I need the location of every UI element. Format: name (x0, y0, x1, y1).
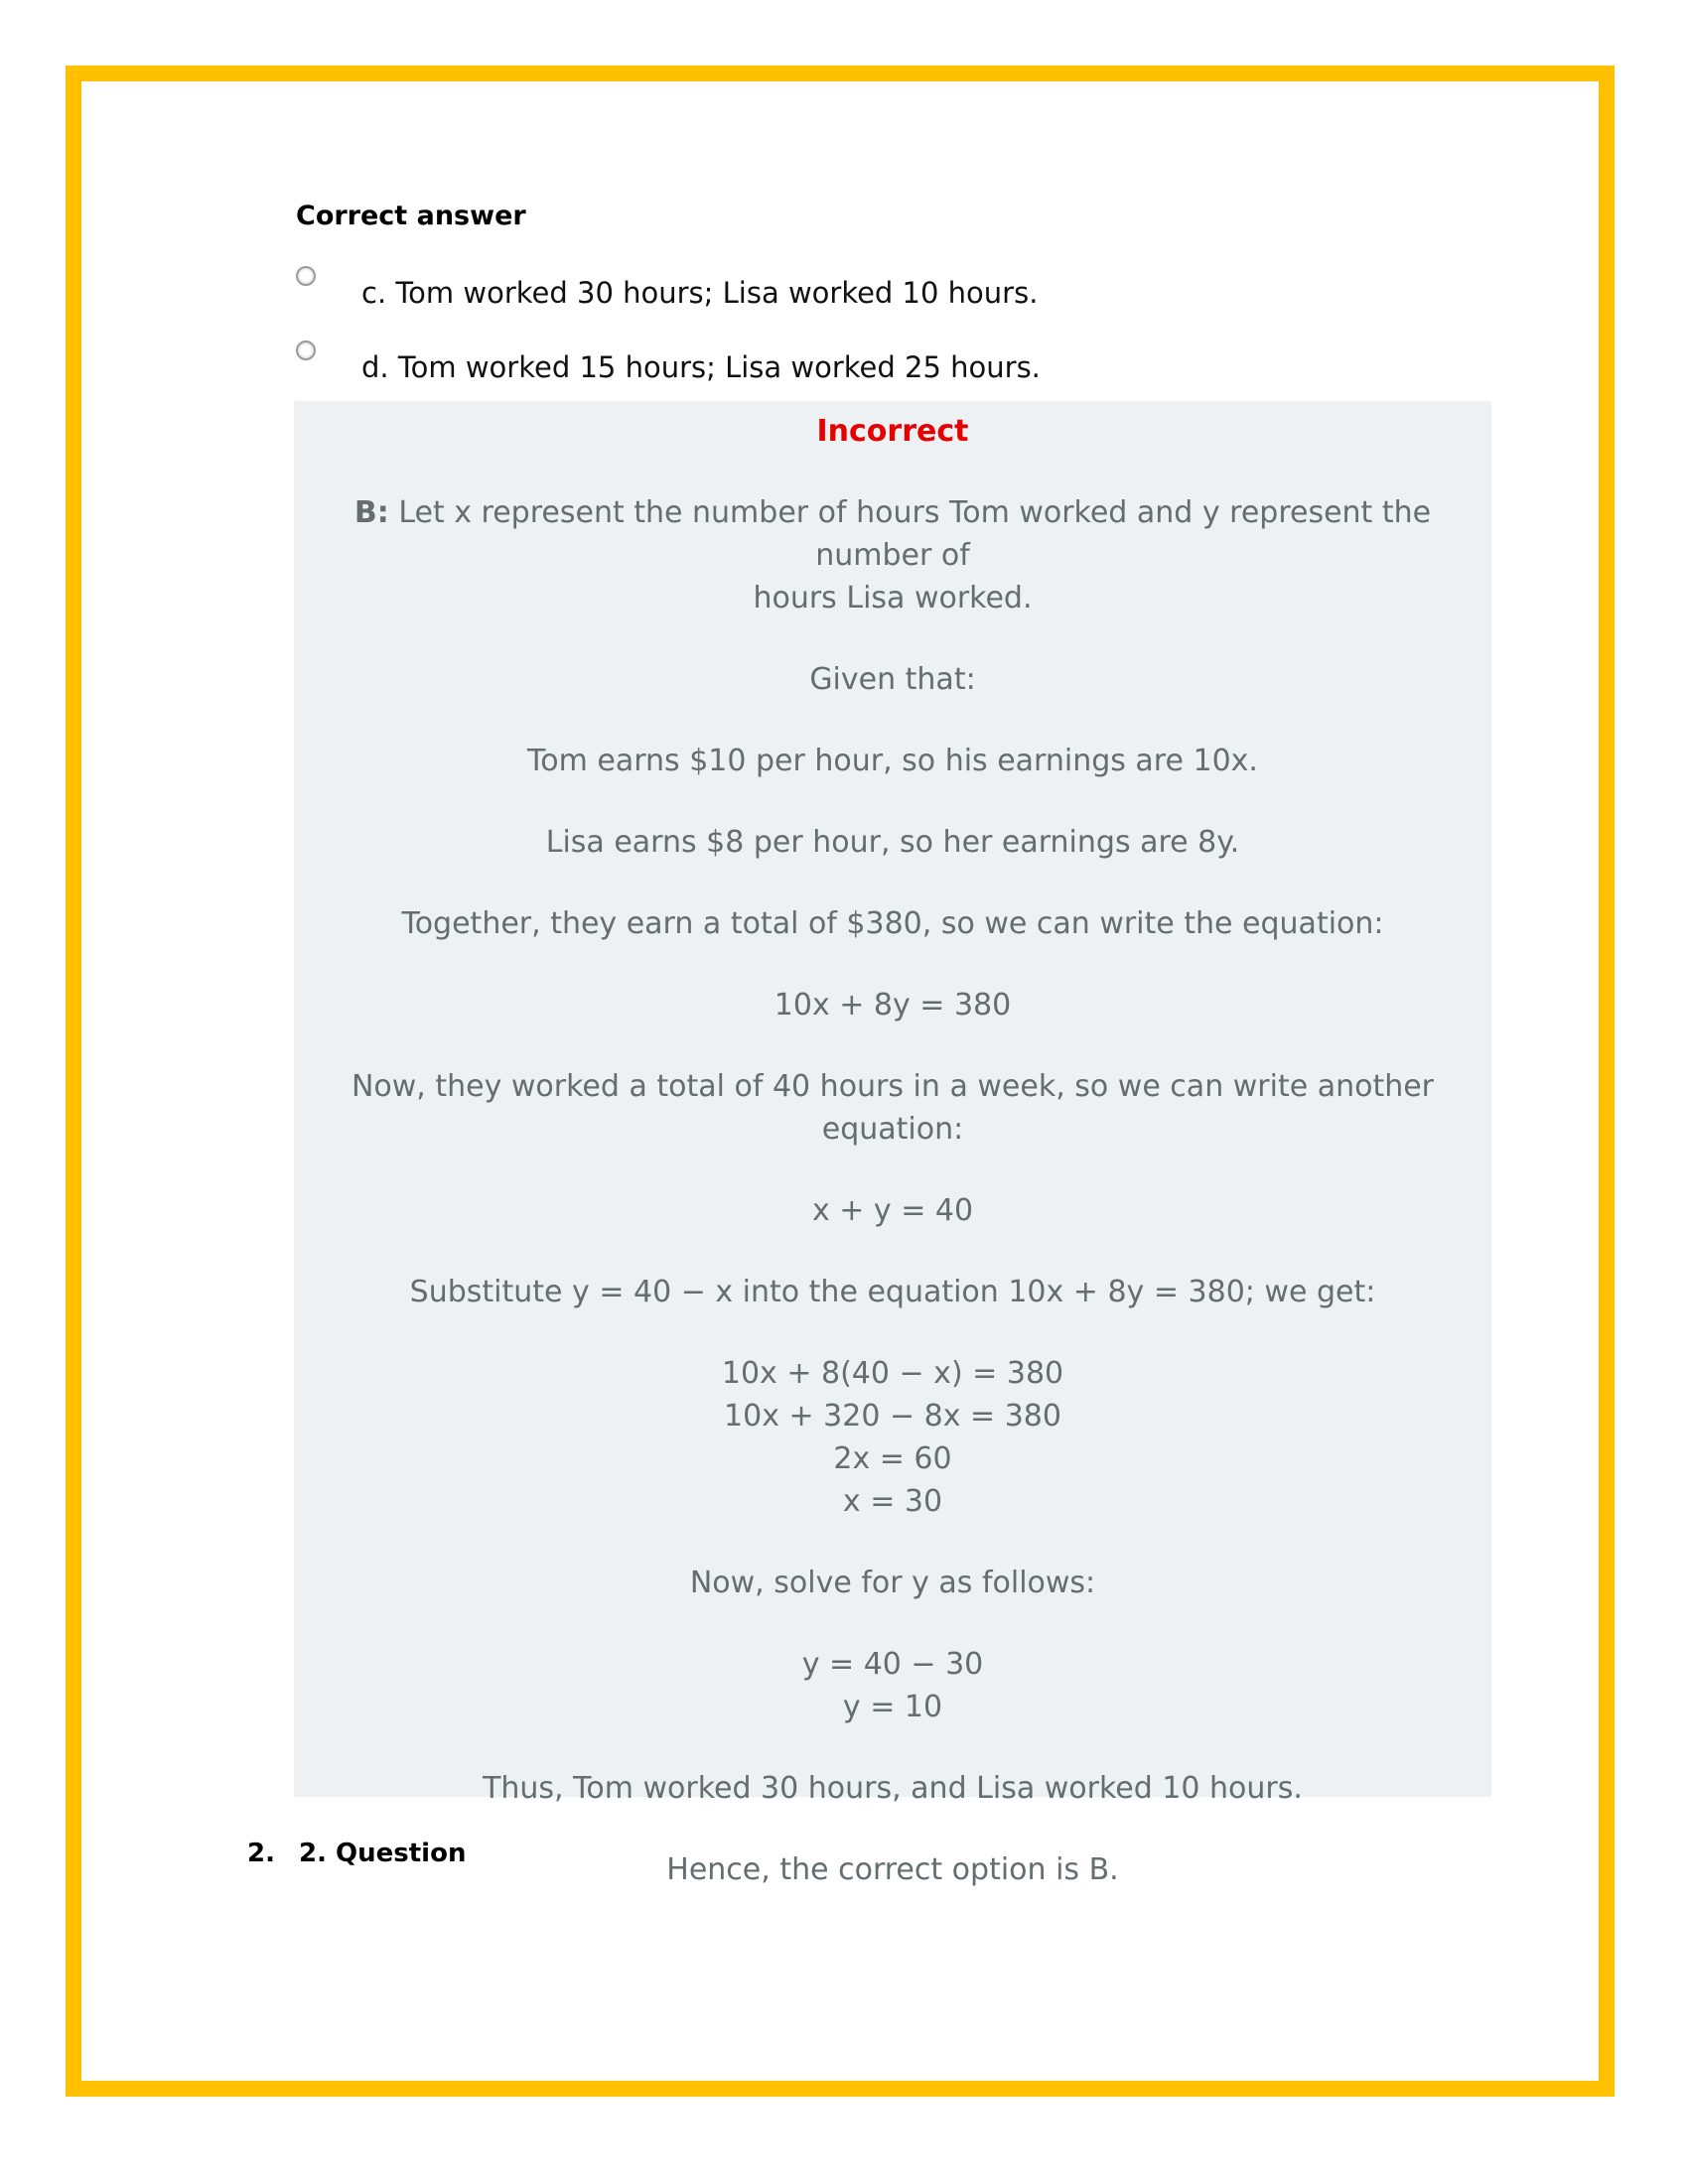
y-step-line: y = 40 − 30 (801, 1647, 984, 1682)
question-2-heading (247, 1839, 466, 1868)
spacer (294, 1313, 1491, 1352)
spacer (294, 1026, 1491, 1065)
spacer (294, 1151, 1491, 1189)
tom-earnings-text: Tom earns $10 per hour, so his earnings are 10x. (527, 744, 1258, 778)
option-c[interactable] (296, 262, 1038, 310)
spacer (294, 945, 1491, 984)
step-line: 10x + 8(40 − x) = 380 (721, 1356, 1064, 1391)
y-step-line: y = 10 (842, 1690, 943, 1724)
correct-answer-label: Correct answer (296, 201, 526, 231)
option-label: d. Tom worked 15 hours; Lisa worked 25 hours. (361, 350, 1041, 384)
question-number: 2. (247, 1839, 275, 1868)
together-text: Together, they earn a total of $380, so we can write the equation: (401, 906, 1384, 941)
spacer (294, 864, 1491, 902)
spacer (294, 1232, 1491, 1271)
spacer (294, 782, 1491, 821)
intro-line-2: hours Lisa worked. (753, 581, 1033, 615)
step-line: 10x + 320 − 8x = 380 (724, 1399, 1061, 1433)
given-text: Given that: (809, 662, 976, 697)
spacer (294, 453, 1491, 491)
lisa-earnings-text: Lisa earns $8 per hour, so her earnings are 8y. (545, 825, 1240, 860)
equation-1: 10x + 8y = 380 (774, 988, 1012, 1023)
hours-text: Now, they worked a total of 40 hours in a week, so we can write another equation: (351, 1069, 1435, 1147)
radio-icon[interactable] (296, 266, 316, 286)
spacer (294, 1810, 1491, 1848)
correct-option-text: Hence, the correct option is B. (666, 1852, 1119, 1887)
option-d[interactable] (296, 337, 1041, 384)
spacer (294, 701, 1491, 740)
option-label: c. Tom worked 30 hours; Lisa worked 10 hours. (361, 276, 1039, 310)
substitute-text: Substitute y = 40 − x into the equation 10x + 8y = 380; we get: (409, 1275, 1376, 1309)
radio-icon[interactable] (296, 341, 316, 360)
spacer (294, 1728, 1491, 1767)
feedback-status: Incorrect (816, 414, 969, 449)
question-title: 2. Question (299, 1839, 467, 1868)
spacer (294, 1523, 1491, 1562)
feedback-intro (294, 491, 1491, 577)
spacer (294, 1604, 1491, 1643)
step-line: x = 30 (842, 1484, 943, 1519)
spacer (294, 619, 1491, 658)
conclusion-text: Thus, Tom worked 30 hours, and Lisa worked 10 hours. (483, 1771, 1303, 1806)
equation-2: x + y = 40 (811, 1193, 974, 1228)
step-line: 2x = 60 (833, 1441, 952, 1476)
answer-prefix: B: (353, 495, 389, 530)
solve-y-text: Now, solve for y as follows: (689, 1566, 1096, 1600)
intro-line-1: Let x represent the number of hours Tom worked and y represent the number of (388, 495, 1432, 573)
